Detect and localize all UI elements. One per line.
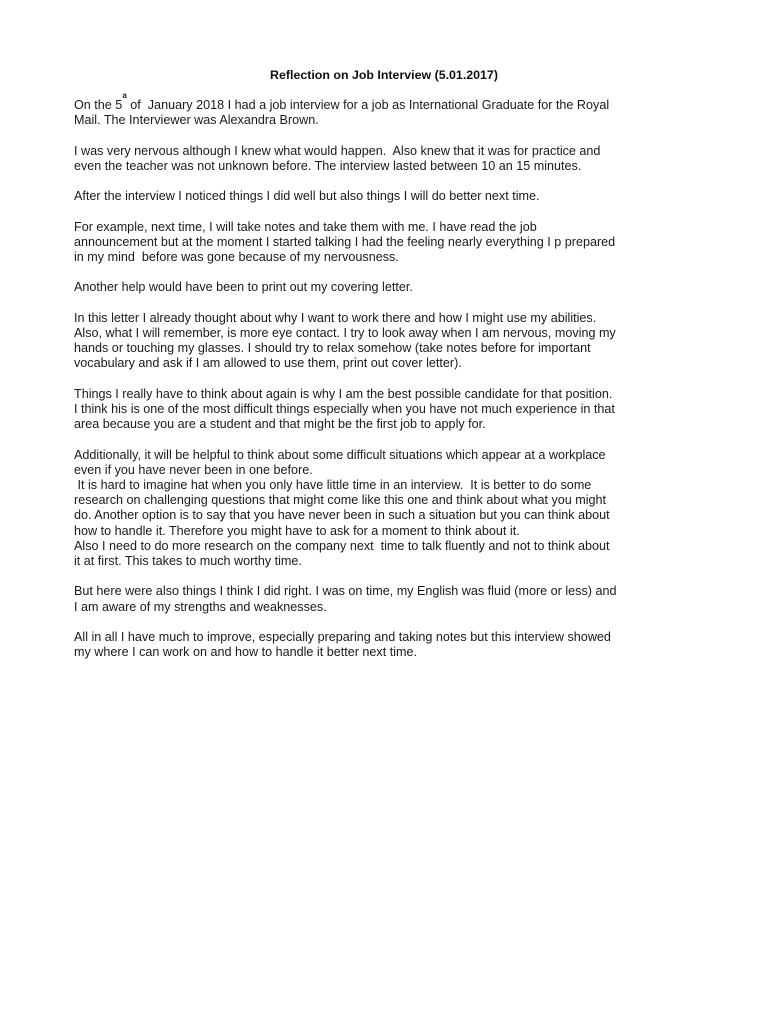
text-line: in my mind before was gone because of my nervousness. — [74, 249, 399, 264]
document-body — [74, 91, 700, 676]
text-line: announcement but at the moment I started talking I had the feeling nearly everything I p prepared — [74, 234, 616, 249]
text-run: On the 5 — [74, 98, 123, 112]
paragraph — [74, 584, 700, 614]
text-line: research on challenging questions that might come like this one and think about what you might — [74, 493, 607, 508]
paragraph — [74, 220, 700, 266]
paragraph — [74, 387, 700, 433]
text-line: I think his is one of the most difficult things especially when you have not much experience in that — [74, 401, 615, 416]
paragraph — [74, 630, 700, 660]
text-line: my where I can work on and how to handle it better next time. — [74, 645, 418, 660]
paragraph — [74, 311, 700, 372]
ordinal-superscript: a — [122, 91, 127, 100]
text-line: Additionally, it will be helpful to think about some difficult situations which appear at a workplace — [74, 447, 606, 462]
text-line: even if you have never been in one before. — [74, 462, 313, 477]
text-line: vocabulary and ask if I am allowed to use them, print out cover letter). — [74, 356, 462, 371]
document-title: Reflection on Job Interview (5.01.2017) — [270, 68, 498, 82]
text-line: do. Another option is to say that you have never been in such a situation but you can think about — [74, 508, 610, 523]
text-line: hands or touching my glasses. I should try to relax somehow (take notes before for important — [74, 341, 591, 356]
text-line: For example, next time, I will take notes and take them with me. I have read the job — [74, 219, 537, 234]
paragraph — [74, 280, 700, 295]
paragraph — [74, 144, 700, 174]
text-line: Mail. The Interviewer was Alexandra Brown. — [74, 113, 319, 128]
text-line: Also, what I will remember, is more eye contact. I try to look away when I am nervous, moving my — [74, 325, 616, 340]
text-line — [74, 91, 700, 113]
paragraph — [74, 91, 700, 128]
text-line: But here were also things I think I did right. I was on time, my English was fluid (more or less) and — [74, 584, 617, 599]
text-line: even the teacher was not unknown before. The interview lasted between 10 an 15 minutes. — [74, 158, 582, 173]
text-run: of January 2018 I had a job interview for a job as International Graduate for the Royal — [126, 98, 610, 112]
text-line: After the interview I noticed things I did well but also things I will do better next time. — [74, 189, 540, 204]
text-line: It is hard to imagine hat when you only have little time in an interview. It is better to do some — [74, 477, 592, 492]
text-line: All in all I have much to improve, especially preparing and taking notes but this interview showed — [74, 629, 611, 644]
text-line: Things I really have to think about again is why I am the best possible candidate for that position. — [74, 386, 613, 401]
text-line: I was very nervous although I knew what would happen. Also knew that it was for practice and — [74, 143, 601, 158]
text-line: In this letter I already thought about why I want to work there and how I might use my abilities. — [74, 310, 597, 325]
text-line: area because you are a student and that might be the first job to apply for. — [74, 417, 486, 432]
paragraph — [74, 189, 700, 204]
text-line: I am aware of my strengths and weaknesses. — [74, 599, 327, 614]
text-line: how to handle it. Therefore you might have to ask for a moment to think about it. — [74, 523, 520, 538]
text-line: Also I need to do more research on the company next time to talk fluently and not to think about — [74, 538, 610, 553]
text-line: Another help would have been to print out my covering letter. — [74, 280, 413, 295]
paragraph — [74, 448, 700, 570]
text-line: it at first. This takes to much worthy time. — [74, 553, 302, 568]
